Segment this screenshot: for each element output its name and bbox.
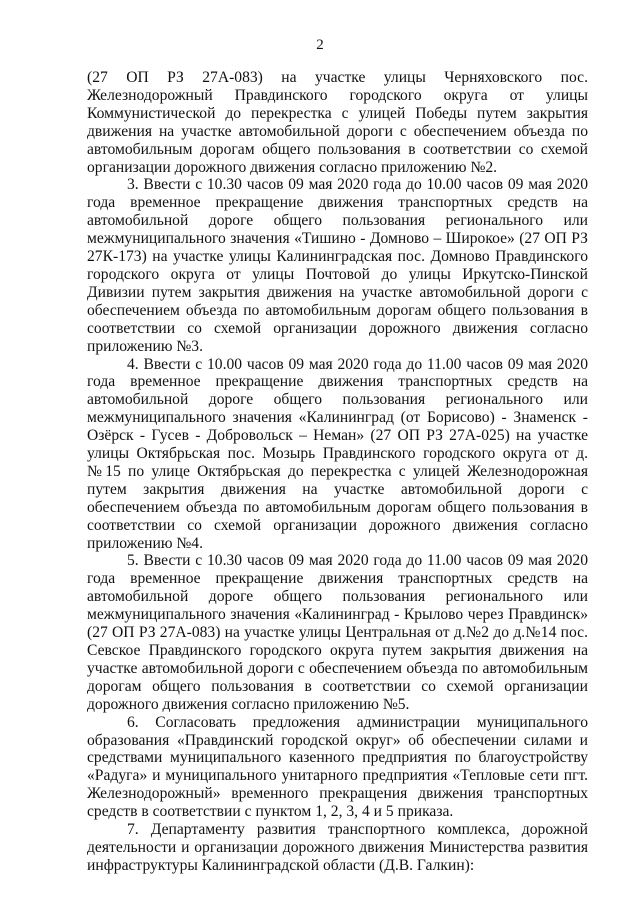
- paragraph-item-4: 4. Ввести с 10.00 часов 09 мая 2020 года до 11.00 часов 09 мая 2020 года временное прекращение движения транспортных средств на автомобильной дороге общего пользования регионального или межмуниципального значения «Калининград (от Борисово) - Знаменск - Озёрск - Гусев - Добровольск – Неман» (27 ОП РЗ 27А-025) на участке улицы Октябрьская пос. Мозырь Правдинского городского округа от д. №15 по улице Октябрьская до перекрестка с улицей Железнодорожная путем закрытия движения на участке автомобильной дороги с обеспечением объезда по автомобильным дорогам общего пользования в соответствии со схемой организации дорожного движения согласно приложению №4.: [87, 355, 588, 552]
- page-number: 2: [316, 37, 324, 53]
- document-body: [87, 69, 588, 875]
- paragraph-continuation: (27 ОП РЗ 27А-083) на участке улицы Черняховского пос. Железнодорожный Правдинского городского округа от улицы Коммунистической до перекрестка с улицей Победы путем закрытия движения на участке автомобильной дороги с обеспечением объезда по автомобильным дорогам общего пользования в соответствии со схемой организации дорожного движения согласно приложению №2.: [87, 69, 588, 176]
- paragraph-item-5: 5. Ввести с 10.30 часов 09 мая 2020 года до 11.00 часов 09 мая 2020 года временное прекращение движения транспортных средств на автомобильной дороге общего пользования регионального или межмуниципального значения «Калининград - Крылово через Правдинск» (27 ОП РЗ 27А-083) на участке улицы Центральная от д.№2 до д.№14 пос. Севское Правдинского городского округа путем закрытия движения на участке автомобильной дороги с обеспечением объезда по автомобильным дорогам общего пользования в соответствии со схемой организации дорожного движения согласно приложению №5.: [87, 552, 588, 713]
- paragraph-item-7: 7. Департаменту развития транспортного комплекса, дорожной деятельности и организации дорожного движения Министерства развития инфраструктуры Калининградской области (Д.В. Галкин):: [87, 821, 588, 874]
- paragraph-item-6: 6. Согласовать предложения администрации муниципального образования «Правдинский городской округ» об обеспечении силами и средствами муниципального казенного предприятия по благоустройству «Радуга» и муниципального унитарного предприятия «Тепловые сети пгт. Железнодорожный» временного прекращения движения транспортных средств в соответствии с пунктом 1, 2, 3, 4 и 5 приказа.: [87, 713, 588, 821]
- paragraph-item-3: 3. Ввести с 10.30 часов 09 мая 2020 года до 10.00 часов 09 мая 2020 года временное прекращение движения транспортных средств на автомобильной дороге общего пользования регионального или межмуниципального значения «Тишино - Домново – Широкое» (27 ОП РЗ 27К-173) на участке улицы Калининградская пос. Домново Правдинского городского округа от улицы Почтовой до улицы Иркутско-Пинской Дивизии путем закрытия движения на участке автомобильной дороги с обеспечением объезда по автомобильным дорогам общего пользования в соответствии со схемой организации дорожного движения согласно приложению №3.: [87, 176, 588, 355]
